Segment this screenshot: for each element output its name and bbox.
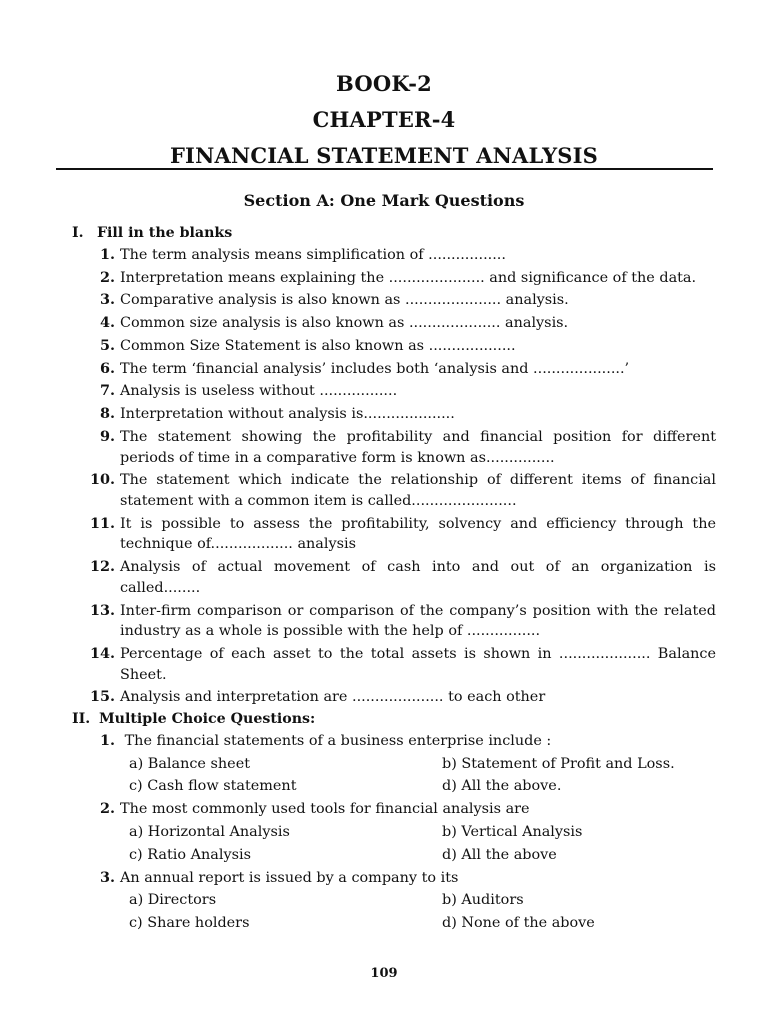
question-item <box>72 245 716 266</box>
mcq-option: c) Ratio Analysis <box>129 846 251 863</box>
question-number: 1. <box>99 731 115 749</box>
question-text: Common size analysis is also known as .................... analysis. <box>120 315 569 332</box>
question-item <box>72 557 716 598</box>
mcq-options <box>72 890 716 936</box>
part-numeral: I. <box>72 225 84 241</box>
question-item <box>72 290 716 311</box>
part-heading-text: Multiple Choice Questions: <box>98 711 316 728</box>
question-item <box>72 470 716 511</box>
mcq-option: d) All the above <box>442 846 557 863</box>
mcq-question <box>72 799 716 820</box>
question-item <box>72 644 716 685</box>
question-text: The term ‘financial analysis’ includes both ‘analysis and ....................’ <box>120 360 630 377</box>
chapter-title: CHAPTER-4 <box>312 107 456 132</box>
question-text: Comparative analysis is also known as ..................... analysis. <box>120 292 569 309</box>
header-divider <box>56 168 713 170</box>
question-text: Analysis of actual movement of cash into and out of an organization is called........ <box>120 559 716 596</box>
question-item <box>72 601 716 642</box>
question-item <box>72 268 716 289</box>
question-text: Interpretation means explaining the ..................... and significance of the data. <box>120 269 697 286</box>
question-number: 14. <box>89 644 115 662</box>
question-text: The most commonly used tools for financial analysis are <box>120 801 530 818</box>
question-number: 13. <box>89 601 115 619</box>
question-item <box>72 427 716 468</box>
question-number: 6. <box>99 359 115 377</box>
mcq-options <box>72 754 716 800</box>
section-title: Section A: One Mark Questions <box>243 191 525 210</box>
question-number: 2. <box>99 268 115 286</box>
mcq-option: a) Horizontal Analysis <box>129 824 290 840</box>
question-item <box>72 404 716 425</box>
question-text: Common Size Statement is also known as ................... <box>120 337 516 354</box>
fill-blanks-list <box>72 245 716 708</box>
question-text: The term analysis means simplification of ................. <box>120 246 506 263</box>
mcq-option: c) Cash flow statement <box>129 778 297 795</box>
mcq-option: d) None of the above <box>442 915 595 932</box>
mcq-option: b) Statement of Profit and Loss. <box>442 755 675 772</box>
page-number: 109 <box>370 966 398 981</box>
mcq-list <box>72 731 716 936</box>
question-text: Interpretation without analysis is.................... <box>120 406 455 423</box>
question-item <box>72 514 716 555</box>
question-item <box>72 359 716 380</box>
question-text: It is possible to assess the profitability, solvency and efficiency through the technique of.................. analysis <box>120 515 716 553</box>
question-number: 4. <box>99 314 115 332</box>
question-number: 5. <box>99 336 115 354</box>
question-number: 11. <box>89 514 115 532</box>
part-heading-fill-blanks <box>72 222 716 245</box>
question-text: The statement which indicate the relationship of different items of financial statement with a common item is called....................... <box>120 472 716 510</box>
mcq-option: a) Directors <box>129 892 217 909</box>
question-item <box>72 381 716 402</box>
question-item <box>72 687 716 708</box>
question-text: The statement showing the profitability and financial position for different periods of time in a comparative form is known as............... <box>120 429 716 466</box>
mcq-option: b) Vertical Analysis <box>442 824 583 840</box>
question-number: 10. <box>89 471 115 489</box>
part-heading-text: Fill in the blanks <box>96 225 233 241</box>
mcq-option: a) Balance sheet <box>129 755 250 772</box>
question-number: 1. <box>99 245 115 263</box>
question-text: An annual report is issued by a company to its <box>120 869 459 886</box>
part-heading-mcq <box>72 708 716 731</box>
mcq-question <box>72 731 716 752</box>
question-number: 3. <box>99 868 115 886</box>
page-header <box>0 66 768 174</box>
question-number: 8. <box>99 405 115 423</box>
chapter-name: FINANCIAL STATEMENT ANALYSIS <box>169 143 599 168</box>
question-text: Analysis is useless without ................. <box>120 383 398 400</box>
questions-content <box>72 222 716 936</box>
question-text: Percentage of each asset to the total assets is shown in .................... Balance Sheet. <box>120 645 716 683</box>
question-number: 7. <box>99 382 115 400</box>
question-text: The financial statements of a business enterprise include : <box>120 732 552 749</box>
mcq-option: c) Share holders <box>129 915 250 932</box>
question-number: 2. <box>99 800 115 818</box>
question-number: 9. <box>99 428 115 446</box>
question-text: Inter-firm comparison or comparison of the company’s position with the related industry as a whole is possible with the help of ................ <box>120 602 716 640</box>
question-text: Analysis and interpretation are .................... to each other <box>120 689 546 706</box>
question-number: 3. <box>99 291 115 309</box>
question-number: 12. <box>89 558 115 576</box>
mcq-options <box>72 822 716 868</box>
question-number: 15. <box>89 688 115 706</box>
question-item <box>72 336 716 357</box>
part-numeral: II. <box>72 711 91 728</box>
book-title: BOOK-2 <box>336 71 432 96</box>
mcq-option: d) All the above. <box>442 778 562 795</box>
question-item <box>72 313 716 334</box>
mcq-option: b) Auditors <box>442 892 524 909</box>
mcq-question <box>72 868 716 889</box>
